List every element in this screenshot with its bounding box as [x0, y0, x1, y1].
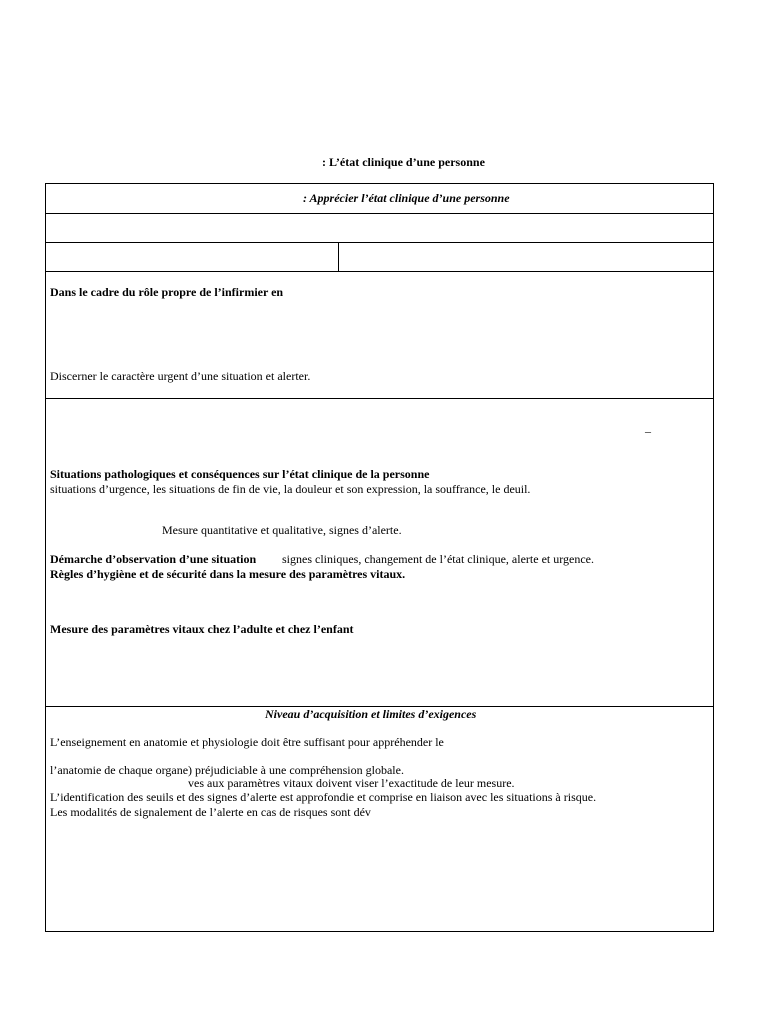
content-item-text: situations d’urgence, les situations de fin de vie, la douleur et son expression, la souffrance, le deuil.: [50, 482, 531, 496]
level-line: l’anatomie de chaque organe) préjudiciable à une compréhension globale.: [50, 763, 404, 777]
column-divider: [338, 242, 339, 272]
level-heading: Niveau d’acquisition et limites d’exigences: [265, 707, 477, 721]
objectives-line: Discerner le caractère urgent d’une situation et alerter.: [50, 369, 311, 383]
row-divider: [45, 398, 714, 399]
level-line: L’enseignement en anatomie et physiologie doit être suffisant pour appréhender le: [50, 735, 444, 749]
row-divider: [45, 271, 714, 272]
content-item-text: signes cliniques, changement de l’état clinique, alerte et urgence.: [282, 552, 594, 566]
level-line: Les modalités de signalement de l’alerte en cas de risques sont dév: [50, 805, 371, 819]
content-item-heading: Démarche d’observation d’une situation: [50, 552, 257, 566]
content-dash: –: [645, 424, 651, 438]
content-item-heading: Règles d’hygiène et de sécurité dans la mesure des paramètres vitaux.: [50, 567, 406, 581]
row-divider: [45, 242, 714, 243]
row-divider: [45, 213, 714, 214]
content-item-heading: Mesure des paramètres vitaux chez l’adulte et chez l’enfant: [50, 622, 354, 636]
content-item-heading: Situations pathologiques et conséquences sur l’état clinique de la personne: [50, 467, 430, 481]
level-line: ves aux paramètres vitaux doivent viser l’exactitude de leur mesure.: [188, 776, 515, 790]
content-item-text: Mesure quantitative et qualitative, signes d’alerte.: [162, 523, 402, 537]
objectives-heading: Dans le cadre du rôle propre de l’infirmier en: [50, 285, 284, 299]
level-line: L’identification des seuils et des signes d’alerte est approfondie et comprise en liaison avec les situations à risque.: [50, 790, 597, 804]
document-title: : L’état clinique d’une personne: [322, 155, 485, 169]
table-header-cell: : Apprécier l’état clinique d’une personne: [303, 191, 510, 205]
